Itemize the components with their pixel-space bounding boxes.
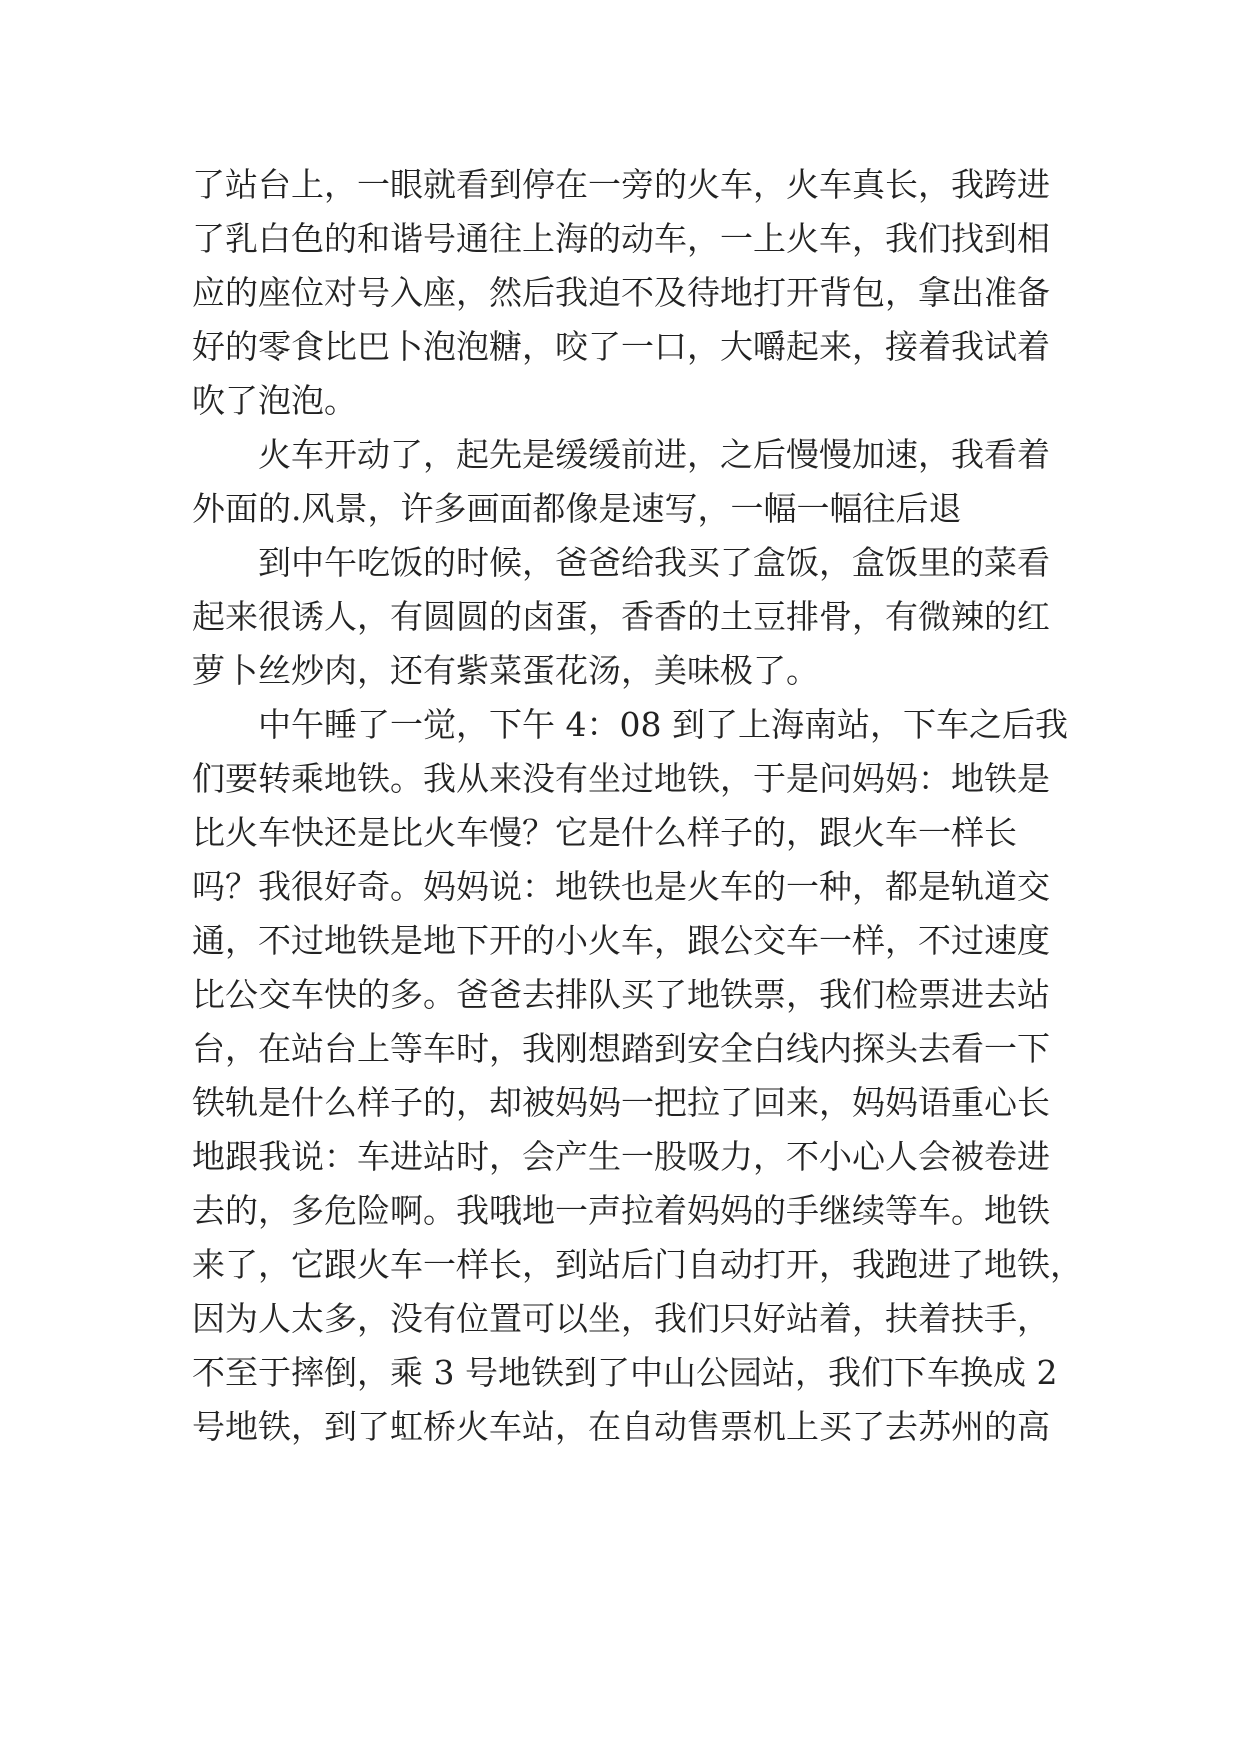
- text-line: 好的零食比巴卜泡泡糖，咬了一口，大嚼起来，接着我试着: [192, 327, 1050, 366]
- text-line: 吗？我很好奇。妈妈说：地铁也是火车的一种，都是轨道交: [192, 867, 1050, 906]
- text-line: 去的，多危险啊。我哦地一声拉着妈妈的手继续等车。地铁: [192, 1191, 1050, 1230]
- text-line: 来了，它跟火车一样长，到站后门自动打开，我跑进了地铁，: [192, 1245, 1083, 1284]
- paragraph-start-line: 火车开动了，起先是缓缓前进，之后慢慢加速，我看着: [258, 435, 1050, 474]
- paragraph-start-line: 中午睡了一觉，下午 4：08 到了上海南站，下车之后我: [258, 705, 1068, 744]
- text-line: 通，不过地铁是地下开的小火车，跟公交车一样，不过速度: [192, 921, 1050, 960]
- text-line: 不至于摔倒，乘 3 号地铁到了中山公园站，我们下车换成 2: [192, 1353, 1058, 1392]
- text-line: 比火车快还是比火车慢？它是什么样子的，跟火车一样长: [192, 813, 1017, 852]
- text-line: 地跟我说：车进站时，会产生一股吸力，不小心人会被卷进: [192, 1137, 1050, 1176]
- text-line: 吹了泡泡。: [192, 381, 357, 420]
- text-line: 应的座位对号入座，然后我迫不及待地打开背包，拿出准备: [192, 273, 1050, 312]
- text-line: 比公交车快的多。爸爸去排队买了地铁票，我们检票进去站: [192, 975, 1050, 1014]
- text-line: 台，在站台上等车时，我刚想踏到安全白线内探头去看一下: [192, 1029, 1050, 1068]
- text-line: 们要转乘地铁。我从来没有坐过地铁，于是问妈妈：地铁是: [192, 759, 1050, 798]
- text-line: 外面的.风景，许多画面都像是速写，一幅一幅往后退: [192, 489, 962, 528]
- text-line: 起来很诱人，有圆圆的卤蛋，香香的土豆排骨，有微辣的红: [192, 597, 1050, 636]
- text-line: 因为人太多，没有位置可以坐，我们只好站着，扶着扶手，: [192, 1299, 1050, 1338]
- text-line: 铁轨是什么样子的，却被妈妈一把拉了回来，妈妈语重心长: [192, 1083, 1050, 1122]
- text-line: 号地铁，到了虹桥火车站，在自动售票机上买了去苏州的高: [192, 1407, 1050, 1446]
- text-line: 了站台上，一眼就看到停在一旁的火车，火车真长，我跨进: [192, 165, 1050, 204]
- text-line: 萝卜丝炒肉，还有紫菜蛋花汤，美味极了。: [192, 651, 819, 690]
- paragraph-start-line: 到中午吃饭的时候，爸爸给我买了盒饭，盒饭里的菜看: [258, 543, 1050, 582]
- text-line: 了乳白色的和谐号通往上海的动车，一上火车，我们找到相: [192, 219, 1050, 258]
